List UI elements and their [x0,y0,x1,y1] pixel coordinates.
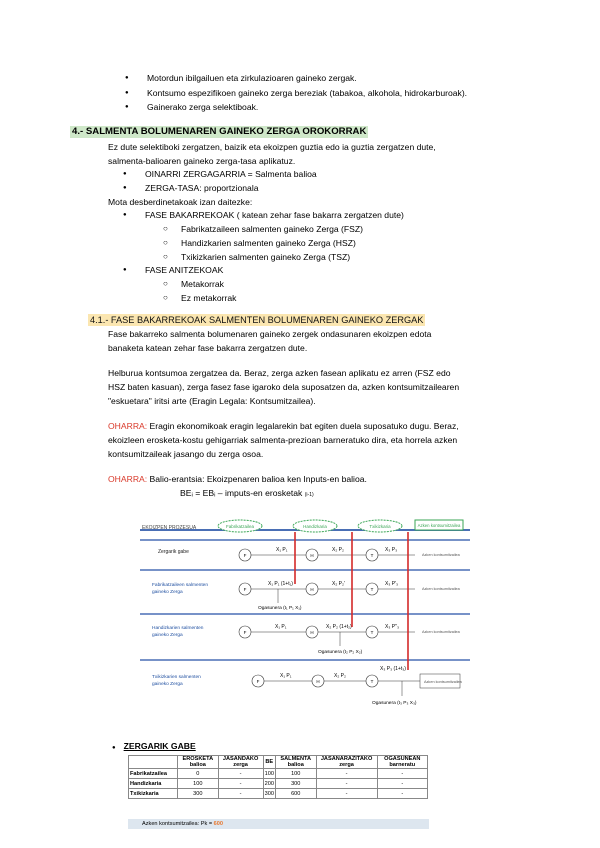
intro-bullet: ● Gainerako zerga selektiboak. [147,101,258,113]
fb-item: ○ Fabrikatzaileen salmenten gaineko Zerga (FSZ) [181,223,363,235]
mota-text: Mota desberdinetakoak izan daitezke: [108,197,253,207]
node-label: F [243,630,247,635]
row-label: Handizkarien salmenten [152,626,204,631]
footer-label: Azken kontsumitzailea: Pk = [142,821,214,827]
flow-label: X₃ P₃ [385,547,398,553]
table-cell: - [218,769,263,779]
node-label: H [316,679,320,684]
section-4-paragraph: salmenta-balioaren gaineko zerga-tasa aplikatuz. [108,156,296,166]
row-label: gaineko Zerga [152,590,183,595]
bullet-dot: ● [112,745,116,751]
oharra-1-cont: kontsumitzaileak jasango du zerga osoa. [108,449,264,459]
row-label: Fabrikatzaileen salmenten [152,583,208,588]
flow-label: X₃ P₃ (1+t₃) [380,666,406,672]
table-header: JASANARAZITAKO zerga [316,756,377,769]
node-label: F [243,553,247,558]
table-cell: 100 [264,770,274,777]
oinarri-bullet: ● OINARRI ZERGAGARRIA = Salmenta balioa [145,168,317,180]
flow-label: X₁ P₁ [275,624,287,630]
intro-bullet: ● Kontsumo espezifikoen gaineko zerga bereziak (tabakoa, alkohola, hidrokarburoak). [147,87,467,99]
table-header: SALMENTA balioa [275,756,316,769]
end-label: Azken kontsumitzailea [424,680,462,684]
formula-text: BEᵢ = EBᵢ – imputs-en erosketak [180,488,303,498]
table-cell: - [316,789,377,799]
table-cell: - [218,779,263,789]
tax-label: Ogasunera (t₂ P₂ X₂) [318,650,363,655]
table-cell: - [316,779,377,789]
section-41-paragraph: Fase bakarreko salmenta bolumenaren gaineko zergek ondasunaren ekoizpen edota [108,329,432,339]
gabe-table [128,755,428,799]
section-4-heading: 4.- SALMENTA BOLUMENAREN GAINEKO ZERGA OROKORRAK [72,126,367,137]
node-label: T [370,679,374,684]
bubble-label: Txikizkaria [369,524,391,529]
flow-label: X₁ P₁ [280,673,292,679]
table-cell: 300 [178,789,219,799]
table-header: JASANDAKO zerga [218,756,263,769]
gabe-bullet [112,740,196,754]
footer-value: 600 [213,821,224,827]
row-label: Txikizkarien salmenten [152,675,201,680]
consumer-label: Azken kontsumitzailea [417,523,461,528]
section-41-paragraph: Helburua kontsumoa zergatzea da. Beraz, zerga azken fasean aplikatu ez arren (FSZ edo [108,368,451,378]
gabe-title: ZERGARIK GABE [123,741,196,751]
oharra-2 [108,473,367,485]
bubble-label: Fabrikatzailea [225,524,255,529]
tax-flow-diagram [140,518,470,714]
table-cell: - [218,789,263,799]
oharra-1 [108,420,459,432]
row-label: gaineko Zerga [152,633,183,638]
table-row [129,769,428,779]
oharra-1-cont: ekoizleen erosketa-kostu gehigarriak salmenta-prezioan barneratuko dira, eta horrela azken [108,435,458,445]
tax-label: Ogasunera (t₁ P₁ X₁) [258,606,302,611]
fase-anitzekoak-bullet: ● FASE ANITZEKOAK [145,264,223,276]
table-cell: 100 [275,769,316,779]
table-cell: 300 [264,790,274,797]
node-label: H [310,553,314,558]
table-footer [128,819,429,829]
oharra-label: OHARRA: [108,421,148,431]
intro-bullet: ● Motordun ibilgailuen eta zirkulazioaren gaineko zergak. [147,72,357,84]
fa-item: ○ Metakorrak [181,278,224,290]
node-label: H [310,630,314,635]
table-cell: Fabrikatzailea [129,769,178,779]
flow-label: X₃ P'₃ [385,581,399,587]
section-41-heading: 4.1.- FASE BAKARREKOAK SALMENTEN BOLUMENAREN GAINEKO ZERGAK [90,315,424,325]
bubble-label: Handizkaria [303,524,327,529]
row-label: gaineko Zerga [152,682,183,687]
formula-subscript: (i-1) [304,492,314,498]
table-cell: Txikizkaria [129,789,178,799]
node-label: H [310,587,314,592]
table-cell: Handizkaria [129,779,178,789]
flow-label: X₁ P₁ [276,547,288,553]
node-label: T [370,630,374,635]
table-cell: - [377,789,427,799]
oharra-label: OHARRA: [108,474,148,484]
flow-label: X₂ P₂ (1+t₂) [326,624,352,630]
fb-item: ○ Handizkarien salmenten gaineko Zerga (HSZ) [181,237,356,249]
node-label: T [370,553,374,558]
flow-label: X₂ P₂ [332,547,344,553]
table-row [129,789,428,799]
table-row [129,779,428,789]
section-41-paragraph: "eskuetara" iritsi arte (Eragin Legala: Kontsumitzailea). [108,396,316,406]
table-header [129,756,178,769]
node-label: F [243,587,247,592]
table-cell: 300 [275,779,316,789]
row-label: Zergarik gabe [158,549,189,555]
flow-label: X₂ P₂' [332,581,345,587]
section-4-paragraph: Ez dute selektiboki zergatzen, baizik eta ekoizpen guztia edo ia guztia zergatzen dute, [108,142,436,152]
end-label: Azken kontsumitzailea [422,587,460,591]
flow-label: X₃ P''₃ [385,624,400,630]
formula [180,487,314,501]
table-cell: 200 [264,780,274,787]
table-cell: - [316,769,377,779]
end-label: Azken kontsumitzailea [422,630,460,634]
table-cell: - [377,779,427,789]
top-label: EKOIZPEN PROZESUA [142,525,197,531]
section-41-paragraph: HSZ baten kasuan), zerga fasez fase igaroko dela suposatzen da, azken kontsumitzailearen [108,382,460,392]
flow-label: X₁ P₁ (1+t₁) [268,581,293,587]
table-cell: 0 [178,769,219,779]
zerga-tasa-bullet: ● ZERGA-TASA: proportzionala [145,182,259,194]
fa-item: ○ Ez metakorrak [181,292,236,304]
table-header: BE [263,756,275,769]
node-label: T [370,587,374,592]
tax-label: Ogasunera (t₃ P₃ X₃) [372,701,417,706]
oharra-text: Eragin ekonomikoak eragin legalarekin bat egiten duela suposatuko dugu. Beraz, [147,421,459,431]
end-label: Azken kontsumitzailea [422,553,460,557]
table-header: EROSKETA balioa [178,756,219,769]
section-41-paragraph: banaketa katean zehar fase bakarra zergatzen dute. [108,343,308,353]
table-header-row [129,756,428,769]
node-label: F [256,679,260,684]
oharra-text: Balio-erantsia: Ekoizpenaren balioa ken Inputs-en balioa. [147,474,367,484]
table-cell: 100 [178,779,219,789]
table-header: OGASUNEAN barneratu [377,756,427,769]
flow-label: X₂ P₂ [334,673,346,679]
fb-item: ○ Txikizkarien salmenten gaineko Zerga (TSZ) [181,251,350,263]
fase-bakarrekoak-bullet: ● FASE BAKARREKOAK ( katean zehar fase bakarra zergatzen dute) [145,209,404,221]
table-cell: 600 [275,789,316,799]
table-cell: - [377,769,427,779]
